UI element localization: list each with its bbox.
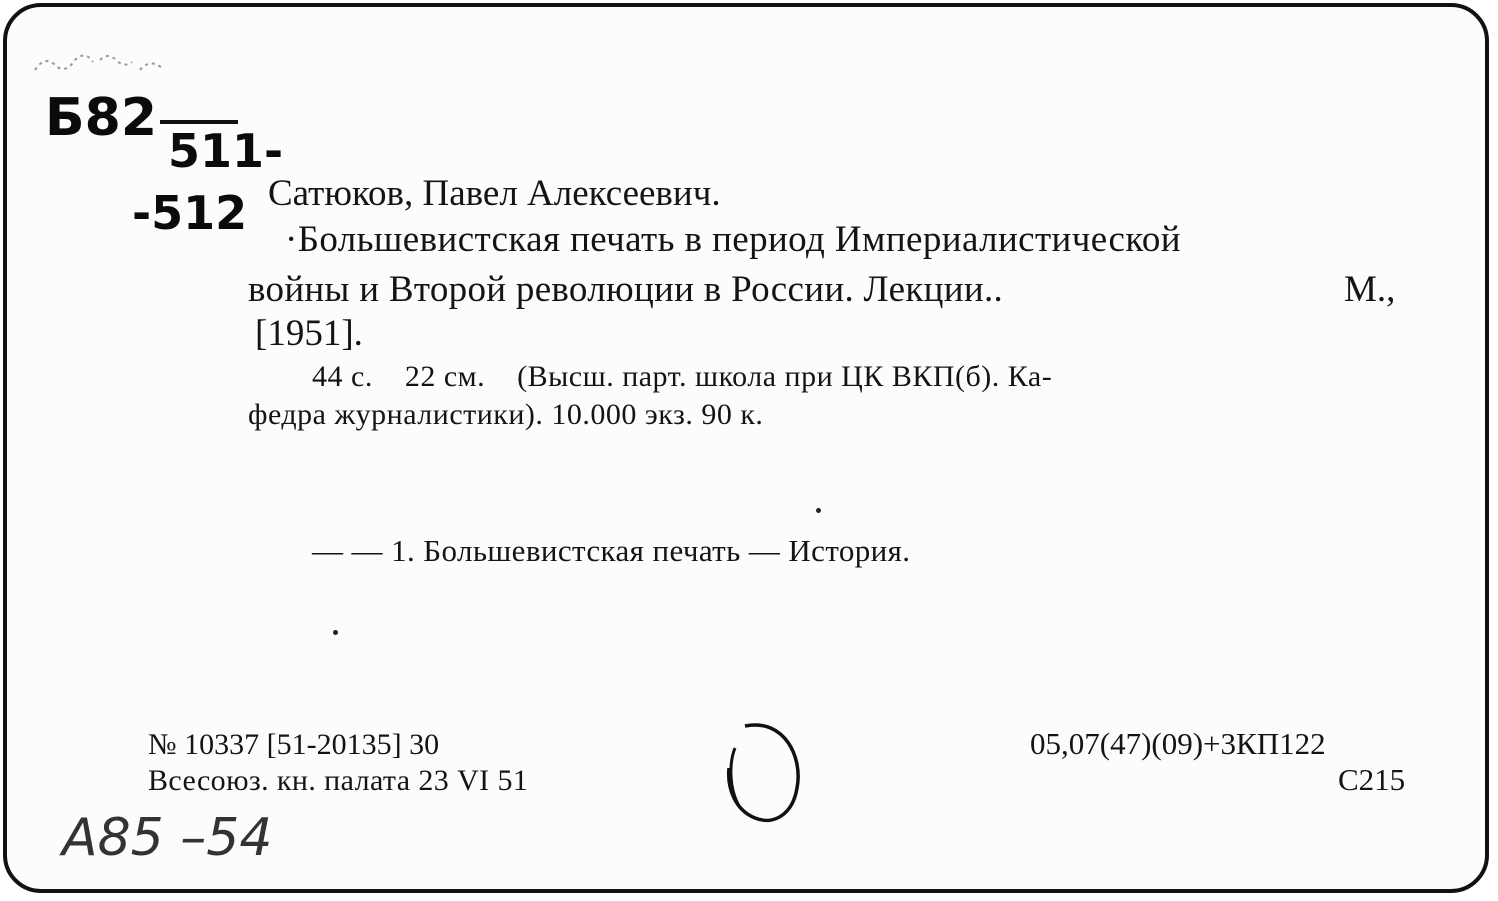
pencil-scribble bbox=[30, 40, 190, 95]
entry-collation-line-1: 44 с. 22 см. (Высш. парт. школа при ЦК ВКП(б). Ка- bbox=[312, 360, 1053, 393]
entry-subject: — — 1. Большевистская печать — История. bbox=[312, 533, 911, 568]
shelfmark-range-bottom: -512 bbox=[132, 186, 248, 240]
entry-year: [1951]. bbox=[255, 313, 363, 354]
entry-author: Сатюков, Павел Алексеевич. bbox=[268, 173, 721, 214]
entry-collation-line-2: федра журналистики). 10.000 экз. 90 к. bbox=[248, 398, 764, 431]
shelfmark-range-top: 511- bbox=[168, 124, 284, 178]
book-chamber-date: Всесоюз. кн. палата 23 VI 51 bbox=[148, 764, 529, 797]
punch-hole bbox=[715, 718, 810, 830]
entry-place: М., bbox=[1344, 269, 1396, 310]
entry-title-line-2: войны и Второй революции в России. Лекции.. bbox=[248, 269, 1004, 310]
author-code: С215 bbox=[1338, 762, 1406, 797]
shelfmark-top: Б82 bbox=[45, 88, 157, 148]
record-number: № 10337 [51-20135] 30 bbox=[148, 728, 440, 761]
classification-index: 05,07(47)(09)+3КП122 bbox=[1030, 726, 1326, 761]
ink-speck bbox=[816, 508, 821, 513]
entry-title-line-1: ·Большевистская печать в период Империалистической bbox=[285, 219, 1181, 260]
pencil-annotation: А85 –54 bbox=[62, 808, 273, 868]
ink-speck bbox=[333, 630, 338, 635]
